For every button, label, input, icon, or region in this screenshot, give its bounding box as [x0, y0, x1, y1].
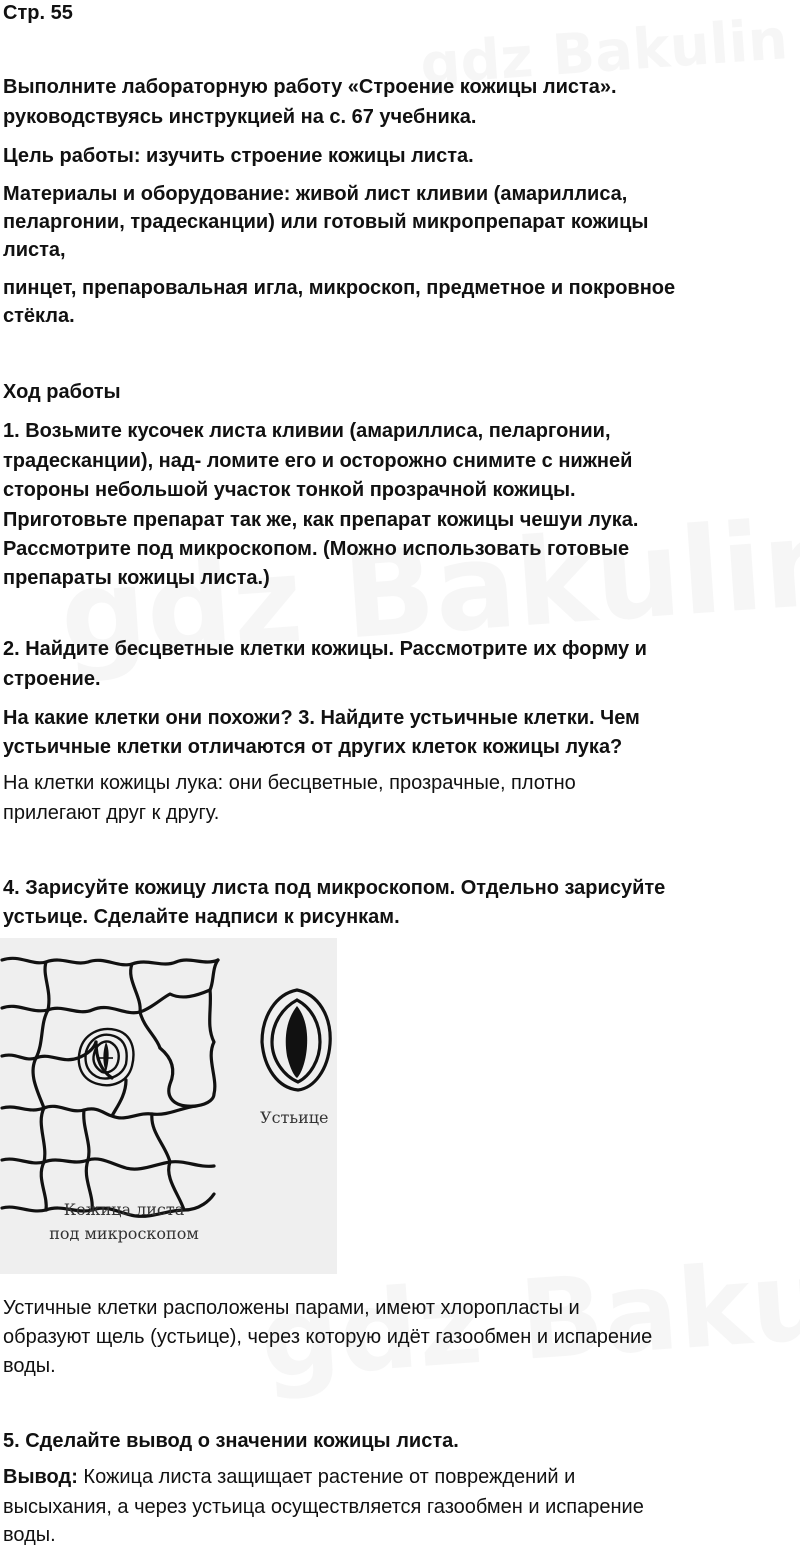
leaf-skin-figure: [0, 938, 337, 1274]
stoma-label: Устьице: [260, 1108, 329, 1127]
conclusion-line-2: высыхания, а через устьица осуществляется газообмен и испарение: [3, 1496, 644, 1518]
conclusion-label: Вывод:: [3, 1466, 78, 1488]
skin-caption-line-2: под микроскопом: [49, 1224, 199, 1243]
task-intro-line-2: руководствуясь инструкцией на с. 67 учебника.: [3, 106, 477, 128]
conclusion-line-1: [3, 1461, 799, 1493]
materials-line-2: пеларгонии, традесканции) или готовый микропрепарат кожицы: [3, 211, 649, 233]
step2-line-1: 2. Найдите бесцветные клетки кожицы. Рассмотрите их форму и: [3, 638, 647, 660]
conclusion-text-1: Кожица листа защищает растение от повреждений и: [77, 1466, 576, 1488]
skin-caption-line-1: Кожица листа: [63, 1200, 185, 1219]
procedure-title: Ход работы: [3, 381, 121, 403]
answer2-line-1: На клетки кожицы лука: они бесцветные, прозрачные, плотно: [3, 772, 576, 794]
step4-line-1: 4. Зарисуйте кожицу листа под микроскопом. Отдельно зарисуйте: [3, 877, 666, 899]
answer3-line-2: образуют щель (устьице), через которую идёт газообмен и испарение: [3, 1326, 653, 1348]
answer2-line-2: прилегают друг к другу.: [3, 802, 220, 824]
step5: 5. Сделайте вывод о значении кожицы листа.: [3, 1430, 459, 1452]
epidermal-cells: [2, 958, 218, 1216]
step1-line-4: Приготовьте препарат так же, как препарат кожицы чешуи лука.: [3, 509, 639, 531]
conclusion-line-3: воды.: [3, 1524, 56, 1546]
step2-3-line-1: На какие клетки они похожи? 3. Найдите устьичные клетки. Чем: [3, 707, 640, 729]
page-reference: Стр. 55: [3, 2, 73, 24]
step1-line-3: стороны небольшой участок тонкой прозрачной кожицы.: [3, 479, 576, 501]
task-intro-line-1: Выполните лабораторную работу «Строение кожицы листа».: [3, 76, 617, 98]
stoma-slit: [286, 1006, 307, 1078]
step4-line-2: устьице. Сделайте надписи к рисункам.: [3, 906, 400, 928]
materials-line-3: листа,: [3, 239, 66, 261]
step1-line-6: препараты кожицы листа.): [3, 567, 270, 589]
step2-line-2: строение.: [3, 668, 101, 690]
step1-line-2: традесканции), над- ломите его и осторожно снимите с нижней: [3, 450, 633, 472]
answer3-line-1: Устичные клетки расположены парами, имеют хлоропласты и: [3, 1297, 580, 1319]
step1-line-1: 1. Возьмите кусочек листа кливии (амариллиса, пеларгонии,: [3, 420, 611, 442]
step1-line-5: Рассмотрите под микроскопом. (Можно использовать готовые: [3, 538, 630, 560]
materials-line-1: Материалы и оборудование: живой лист кливии (амариллиса,: [3, 183, 628, 205]
tools-line-1: пинцет, препаровальная игла, микроскоп, предметное и покровное: [3, 277, 676, 299]
tools-line-2: стёкла.: [3, 305, 75, 327]
goal: Цель работы: изучить строение кожицы листа.: [3, 145, 474, 167]
answer3-line-3: воды.: [3, 1355, 56, 1377]
step2-3-line-2: устьичные клетки отличаются от других клеток кожицы лука?: [3, 736, 623, 758]
